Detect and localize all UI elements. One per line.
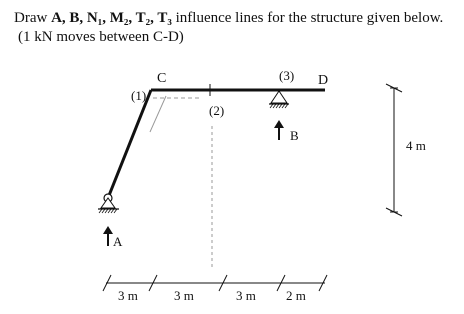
dim-span-4: 2 m <box>286 288 306 303</box>
support-a-pin <box>98 194 119 213</box>
label-point-c: C <box>157 71 167 86</box>
reaction-arrow-b <box>274 120 284 140</box>
label-section-3: (3) <box>279 68 295 83</box>
dim-span-3: 3 m <box>236 288 256 303</box>
title-bold-items: A, B, N₁, M₂, T₂, T₃ <box>51 10 172 26</box>
label-point-a: A <box>113 234 123 249</box>
dim-span-2: 3 m <box>174 288 194 303</box>
label-section-2: (2) <box>209 103 225 118</box>
dashed-vertical-c <box>150 96 166 132</box>
title-suffix: influence lines for the structure given below. <box>171 10 444 26</box>
support-b-roller <box>269 91 289 108</box>
label-point-b: B <box>290 128 299 143</box>
label-point-d: D <box>318 73 329 88</box>
title-load-note: (1 kN moves between C-D) <box>18 29 184 45</box>
label-section-1: (1) <box>131 88 147 103</box>
title-prefix: Draw <box>14 10 52 26</box>
reaction-arrow-a <box>103 226 113 246</box>
height-dimension <box>386 84 402 216</box>
inclined-member-ac <box>108 90 151 198</box>
dim-span-1: 3 m <box>118 288 138 303</box>
dim-height-label: 4 m <box>406 138 426 153</box>
